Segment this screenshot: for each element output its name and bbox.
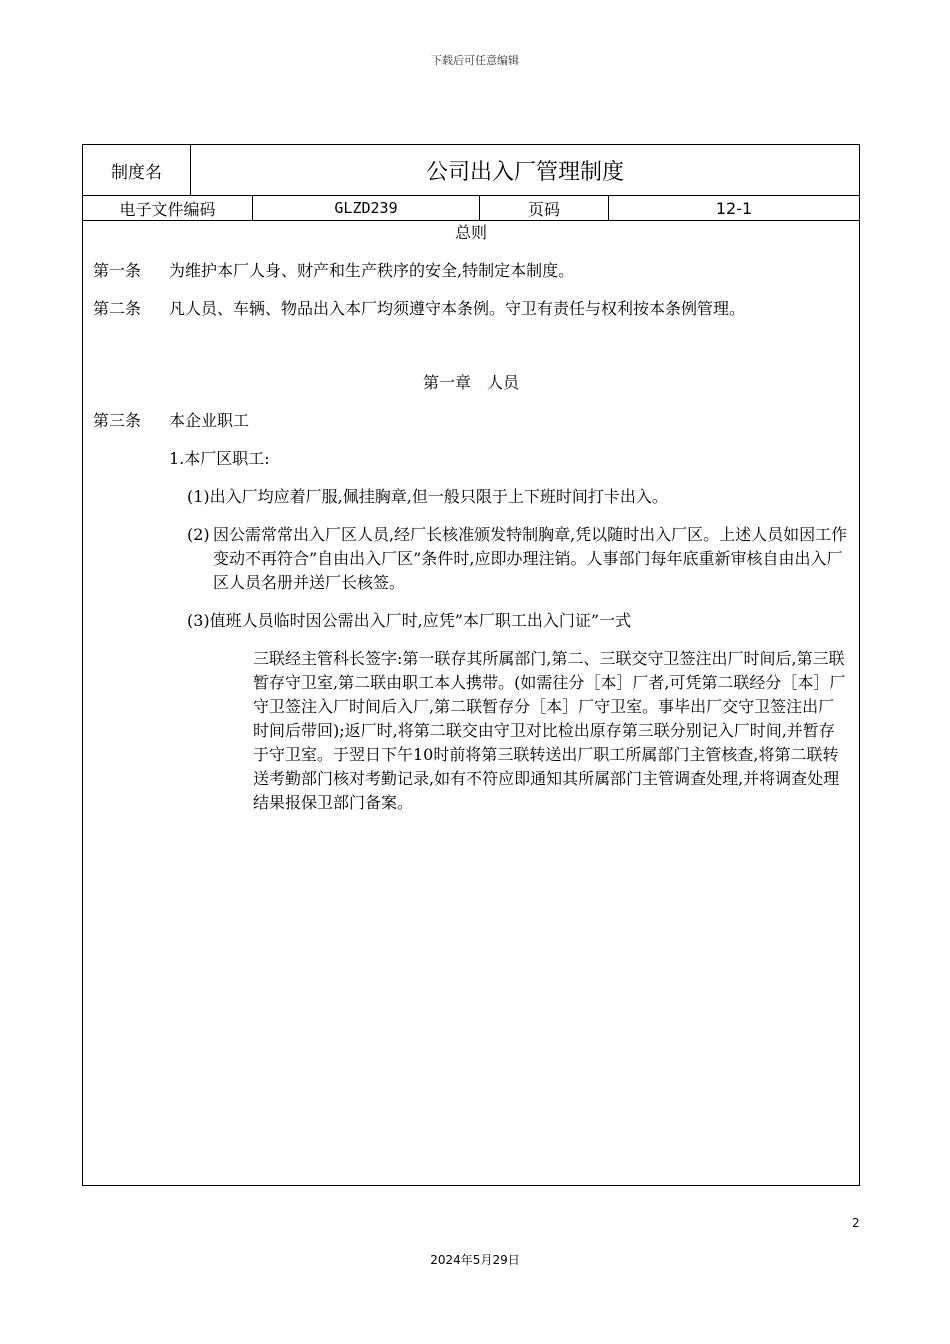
document-frame: [82, 144, 860, 1186]
article-3: [93, 409, 849, 433]
page-header-note: 下载后可任意编辑: [431, 54, 519, 67]
article-1: [93, 259, 849, 283]
item-1: 1.本厂区职工:: [169, 449, 270, 468]
file-code-value: GLZD239: [253, 196, 480, 220]
sub-item-1: (1)出入厂均应着厂服,佩挂胸章,但一般只限于上下班时间打卡出入。: [187, 487, 668, 506]
article-1-number: 第一条: [93, 261, 142, 280]
sub-item-2: [187, 523, 857, 595]
article-2: [93, 297, 849, 345]
article-2-number: 第二条: [93, 299, 142, 318]
label-file-code: 电子文件编码: [83, 196, 253, 220]
article-3-number: 第三条: [93, 411, 142, 430]
page-number: 2: [852, 1216, 860, 1230]
sub-item-3-continued: 三联经主管科长签字:第一联存其所属部门,第二、三联交守卫签注出厂时间后,第三联暂存守卫室,第二联由职工本人携带。(如需往分［本］厂者,可凭第二联经分［本］厂守卫签注入厂时间后入厂,第二联暂存分［本］厂守卫室。事毕出厂交守卫签注出厂时间后带回);返厂时,将第二联交由守卫对比检出原存第三联分别记入厂时间,并暂存于守卫室。于翌日下午10时前将第三联转送出厂职工所属部门主管核查,将第二联转送考勤部门核对考勤记录,如有不符应即通知其所属部门主管调查处理,并将调查处理结果报保卫部门备案。: [253, 649, 846, 812]
title-row: [83, 145, 859, 196]
meta-row: [83, 196, 859, 221]
page-code-value: 12-1: [715, 198, 753, 218]
sub-item-2-text: 因公需常常出入厂区人员,经厂长核准颁发特制胸章,凭以随时出入厂区。上述人员如因工作变动不再符合”自由出入厂区”条件时,应即办理注销。人事部门每年底重新审核自由出入厂区人员名册并送厂长核签。: [213, 525, 848, 592]
article-3-text: 本企业职工: [169, 411, 250, 430]
label-regulation-name: 制度名: [83, 145, 191, 195]
article-2-text: 凡人员、车辆、物品出入本厂均须遵守本条例。守卫有责任与权利按本条例管理。: [169, 299, 746, 318]
general-heading: 总则: [454, 223, 487, 242]
regulation-title: 公司出入厂管理制度: [425, 159, 624, 185]
sub-item-2-marker: (2): [187, 525, 210, 544]
chapter-1-heading: 第一章 人员: [422, 373, 519, 392]
label-page: 页码: [480, 196, 609, 220]
sub-item-3: (3)值班人员临时因公需出入厂时,应凭”本厂职工出入门证”一式: [187, 611, 632, 630]
article-1-text: 为维护本厂人身、财产和生产秩序的安全,特制定本制度。: [169, 261, 575, 280]
footer-date: 2024年5月29日: [430, 1253, 520, 1267]
